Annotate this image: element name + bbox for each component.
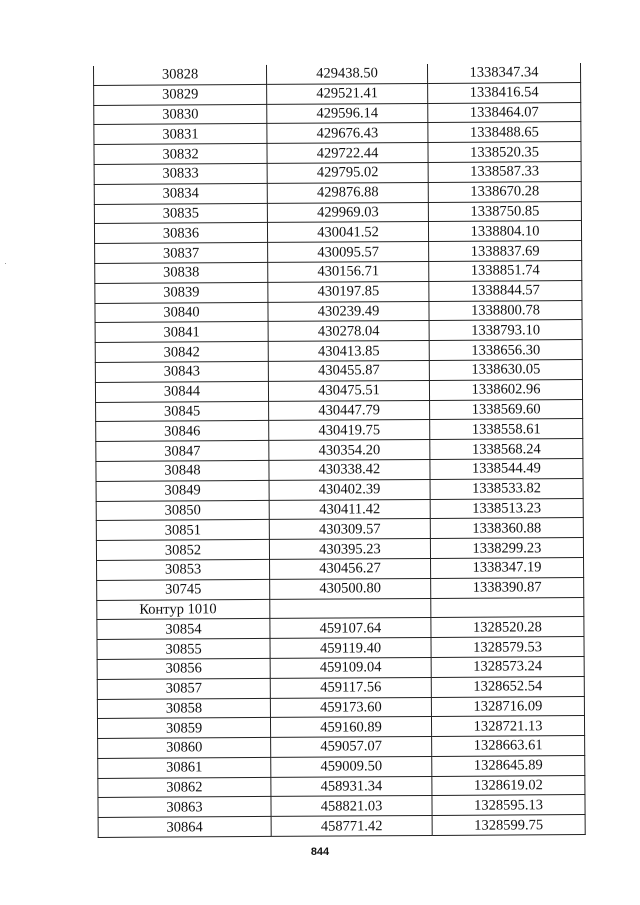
point-number-cell: 30846 [96,421,269,442]
x-coordinate-cell: 459119.40 [270,638,431,659]
y-coordinate-cell: 1328573.24 [431,656,584,677]
point-number-cell: 30855 [97,639,270,660]
y-coordinate-cell: 1338804.10 [428,221,581,242]
point-number-cell: 30828 [93,65,266,85]
point-number-cell: 30834 [94,183,267,204]
y-coordinate-cell: 1328721.13 [431,716,584,737]
point-number-cell: 30864 [98,817,271,838]
x-coordinate-cell: 430475.51 [268,380,429,401]
x-coordinate-cell: 459009.50 [271,756,432,777]
point-number-cell: 30745 [97,579,270,600]
x-coordinate-cell: 430197.85 [268,281,429,302]
x-coordinate-cell: 430447.79 [269,400,430,421]
x-coordinate-cell: 429795.02 [267,162,428,183]
table-row [98,815,585,838]
y-coordinate-cell: 1328716.09 [431,696,584,717]
x-coordinate-cell: 430419.75 [269,420,430,441]
point-number-cell: 30838 [95,262,268,283]
x-coordinate-cell: 459117.56 [270,677,431,698]
point-number-cell: 30857 [97,678,270,699]
coordinates-table-body [93,63,585,838]
point-number-cell: 30860 [98,738,271,759]
x-coordinate-cell: 430041.52 [267,222,428,243]
y-coordinate-cell: 1338347.34 [427,63,580,83]
y-coordinate-cell: 1338656.30 [429,340,582,361]
x-coordinate-cell: 459109.04 [270,657,431,678]
point-number-cell: 30829 [94,84,267,105]
x-coordinate-cell: 430239.49 [268,301,429,322]
point-number-cell: 30831 [94,124,267,145]
x-coordinate-cell: 430402.39 [269,479,430,500]
y-coordinate-cell: 1338837.69 [429,241,582,262]
x-coordinate-cell: 430413.85 [268,341,429,362]
y-coordinate-cell: 1338513.23 [430,498,583,519]
y-coordinate-cell: 1338568.24 [430,439,583,460]
y-coordinate-cell: 1338544.49 [430,458,583,479]
y-coordinate-cell: 1328599.75 [432,815,585,836]
point-number-cell: 30848 [96,460,269,481]
y-coordinate-cell [431,597,584,618]
y-coordinate-cell: 1328652.54 [431,676,584,697]
point-number-cell: 30856 [97,658,270,679]
y-coordinate-cell: 1338390.87 [431,577,584,598]
coordinates-table [93,63,586,838]
point-number-cell: 30850 [96,500,269,521]
point-number-cell: 30851 [96,520,269,541]
point-number-cell: 30861 [98,757,271,778]
point-number-cell: 30832 [94,144,267,165]
y-coordinate-cell: 1328645.89 [432,755,585,776]
point-number-cell: 30844 [95,381,268,402]
y-coordinate-cell: 1338670.28 [428,181,581,202]
y-coordinate-cell: 1338520.35 [428,142,581,163]
x-coordinate-cell: 429596.14 [267,103,428,124]
y-coordinate-cell: 1338750.85 [428,201,581,222]
x-coordinate-cell: 430456.27 [270,558,431,579]
point-number-cell: 30842 [95,342,268,363]
y-coordinate-cell: 1338347.19 [431,557,584,578]
point-number-cell: 30835 [94,203,267,224]
point-number-cell: 30858 [97,698,270,719]
x-coordinate-cell: 429438.50 [266,64,427,84]
point-number-cell: 30852 [96,540,269,561]
y-coordinate-cell: 1338630.05 [429,359,582,380]
point-number-cell: 30833 [94,163,267,184]
y-coordinate-cell: 1338569.60 [430,399,583,420]
x-coordinate-cell: 459057.07 [271,737,432,758]
y-coordinate-cell: 1338488.65 [428,122,581,143]
y-coordinate-cell: 1328619.02 [432,775,585,796]
y-coordinate-cell: 1338416.54 [428,82,581,103]
point-number-cell: 30862 [98,777,271,798]
point-number-cell: 30849 [96,480,269,501]
scan-speck [5,263,6,264]
y-coordinate-cell: 1338587.33 [428,162,581,183]
y-coordinate-cell: 1338793.10 [429,320,582,341]
point-number-cell: 30837 [95,243,268,264]
point-number-cell: 30847 [96,441,269,462]
y-coordinate-cell: 1338844.57 [429,280,582,301]
y-coordinate-cell: 1338800.78 [429,300,582,321]
x-coordinate-cell: 430455.87 [268,360,429,381]
x-coordinate-cell: 429722.44 [267,143,428,164]
y-coordinate-cell: 1328595.13 [432,795,585,816]
x-coordinate-cell: 458771.42 [271,816,432,837]
point-number-cell: 30843 [95,361,268,382]
x-coordinate-cell: 458931.34 [271,776,432,797]
y-coordinate-cell: 1338464.07 [428,102,581,123]
y-coordinate-cell: 1338602.96 [429,379,582,400]
x-coordinate-cell [270,598,431,619]
x-coordinate-cell: 429521.41 [267,83,428,104]
x-coordinate-cell: 459160.89 [270,717,431,738]
point-number-cell: 30845 [96,401,269,422]
y-coordinate-cell: 1338360.88 [430,518,583,539]
point-number-cell: 30841 [95,322,268,343]
point-number-cell: 30863 [98,797,271,818]
y-coordinate-cell: 1328579.53 [431,637,584,658]
y-coordinate-cell: 1338299.23 [430,538,583,559]
page-number: 844 [310,846,330,858]
x-coordinate-cell: 459107.64 [270,618,431,639]
x-coordinate-cell: 430395.23 [269,539,430,560]
x-coordinate-cell: 430338.42 [269,459,430,480]
x-coordinate-cell: 430156.71 [268,261,429,282]
y-coordinate-cell: 1338558.61 [430,419,583,440]
point-number-cell: 30830 [94,104,267,125]
x-coordinate-cell: 430354.20 [269,440,430,461]
point-number-cell: 30854 [97,619,270,640]
x-coordinate-cell: 430278.04 [268,321,429,342]
contour-label-cell: Контур 1010 [97,599,270,620]
x-coordinate-cell: 430309.57 [269,519,430,540]
x-coordinate-cell: 430411.42 [269,499,430,520]
y-coordinate-cell: 1338533.82 [430,478,583,499]
y-coordinate-cell: 1328663.61 [432,736,585,757]
x-coordinate-cell: 430500.80 [270,578,431,599]
x-coordinate-cell: 429969.03 [267,202,428,223]
x-coordinate-cell: 429876.88 [267,182,428,203]
point-number-cell: 30853 [97,559,270,580]
point-number-cell: 30859 [97,718,270,739]
point-number-cell: 30840 [95,302,268,323]
x-coordinate-cell: 458821.03 [271,796,432,817]
x-coordinate-cell: 459173.60 [270,697,431,718]
y-coordinate-cell: 1338851.74 [429,260,582,281]
x-coordinate-cell: 429676.43 [267,123,428,144]
y-coordinate-cell: 1328520.28 [431,617,584,638]
point-number-cell: 30836 [94,223,267,244]
x-coordinate-cell: 430095.57 [268,242,429,263]
point-number-cell: 30839 [95,282,268,303]
